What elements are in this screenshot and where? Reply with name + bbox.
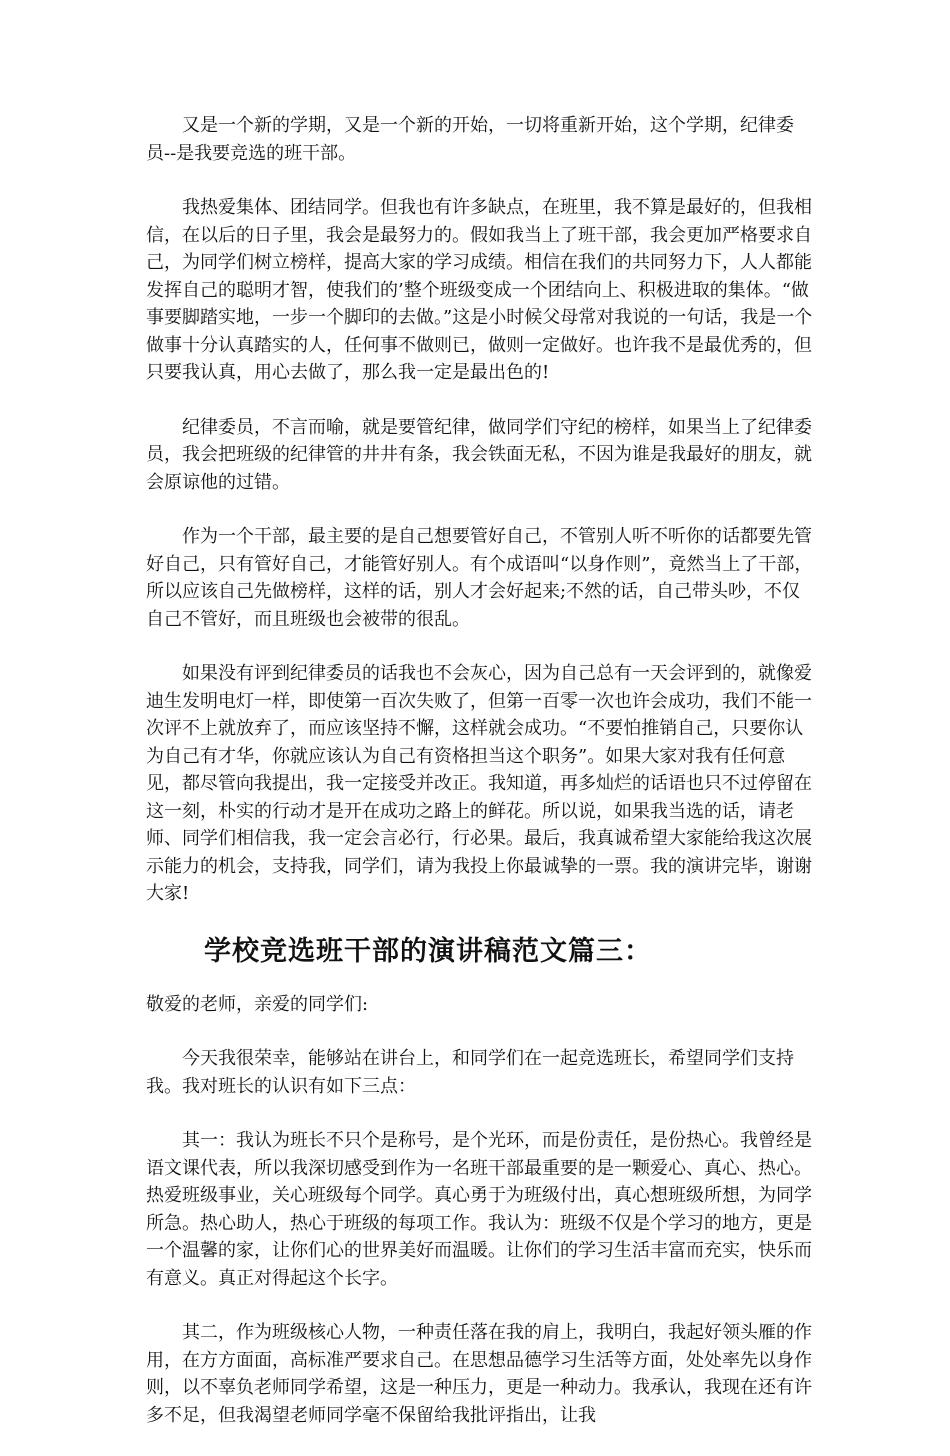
paragraph-point-two: 其二，作为班级核心人物，一种责任落在我的肩上，我明白，我起好领头雁的作用，在方方面面，高标准严要求自己。在思想品德学习生活等方面，处处率先以身作则，以不辜负老师同学希望，这是一种压力，更是一种动力。我承认，我现在还有许多不足，但我渴望老师同学毫不保留给我批评指出，让我 (146, 1322, 812, 1426)
greeting: 敬爱的老师，亲爱的同学们: (146, 993, 369, 1015)
paragraph-honor: 今天我很荣幸，能够站在讲台上，和同学们在一起竞选班长，希望同学们支持我。我对班长的认识有如下三点： (146, 1048, 794, 1097)
section-heading: 学校竞选班干部的演讲稿范文篇三： (204, 935, 652, 967)
paragraph-intro: 又是一个新的学期，又是一个新的开始，一切将重新开始，这个学期，纪律委员--是我要竞选的班干部。 (146, 115, 794, 164)
paragraph-point-one: 其一：我认为班长不只个是称号，是个光环，而是份责任，是份热心。我曾经是语文课代表，所以我深切感受到作为一名班干部最重要的是一颗爱心、真心、热心。热爱班级事业，关心班级每个同学。真心勇于为班级付出，真心想班级所想，为同学所急。热心助人，热心于班级的每项工作。我认为：班级不仅是个学习的地方，更是一个温馨的家，让你们心的世界美好而温暖。让你们的学习生活丰富而充实，快乐而有意义。真正对得起这个长字。 (146, 1130, 812, 1289)
paragraph-discipline-role: 纪律委员，不言而喻，就是要管纪律，做同学们守纪的榜样，如果当上了纪律委员，我会把班级的纪律管的井井有条，我会铁面无私，不因为谁是我最好的朋友，就会原谅他的过错。 (146, 416, 812, 493)
paragraph-love-collective: 我热爱集体、团结同学。但我也有许多缺点，在班里，我不算是最好的，但我相信，在以后的日子里，我会是最努力的。假如我当上了班干部，我会更加严格要求自己，为同学们树立榜样，提高大家的学习成绩。相信在我们的共同努力下，人人都能发挥自己的聪明才智，使我们的’整个班级变成一个团结向上、积极进取的集体。“做事要脚踏实地，一步一个脚印的去做。”这是小时候父母常对我说的一句话，我是一个做事十分认真踏实的人，任何事不做则已，做则一定做好。也许我不是最优秀的，但只要我认真，用心去做了，那么我一定是最出色的! (146, 197, 813, 383)
document-page (146, 112, 816, 1456)
paragraph-cadre-example: 作为一个干部，最主要的是自己想要管好自己，不管别人听不听你的话都要先管好自己，只有管好自己，才能管好别人。有个成语叫“以身作则”，竟然当上了干部，所以应该自己先做榜样，这样的话，别人才会好起来;不然的话，自己带头吵，不仅自己不管好，而且班级也会被带的很乱。 (146, 526, 813, 630)
paragraph-closing: 如果没有评到纪律委员的话我也不会灰心，因为自己总有一天会评到的，就像爱迪生发明电灯一样，即使第一百次失败了，但第一百零一次也许会成功，我们不能一次评不上就放弃了，而应该坚持不懈，这样就会成功。“不要怕推销自己，只要你认为自己有才华，你就应该认为自己有资格担当这个职务”。如果大家对我有任何意见，都尽管向我提出，我一定接受并改正。我知道，再多灿烂的话语也只不过停留在这一刻，朴实的行动才是开在成功之路上的鲜花。所以说，如果我当选的话，请老师、同学们相信我，我一定会言必行，行必果。最后，我真诚希望大家能给我这次展示能力的机会，支持我，同学们，请为我投上你最诚挚的一票。我的演讲完毕，谢谢大家! (146, 663, 812, 904)
